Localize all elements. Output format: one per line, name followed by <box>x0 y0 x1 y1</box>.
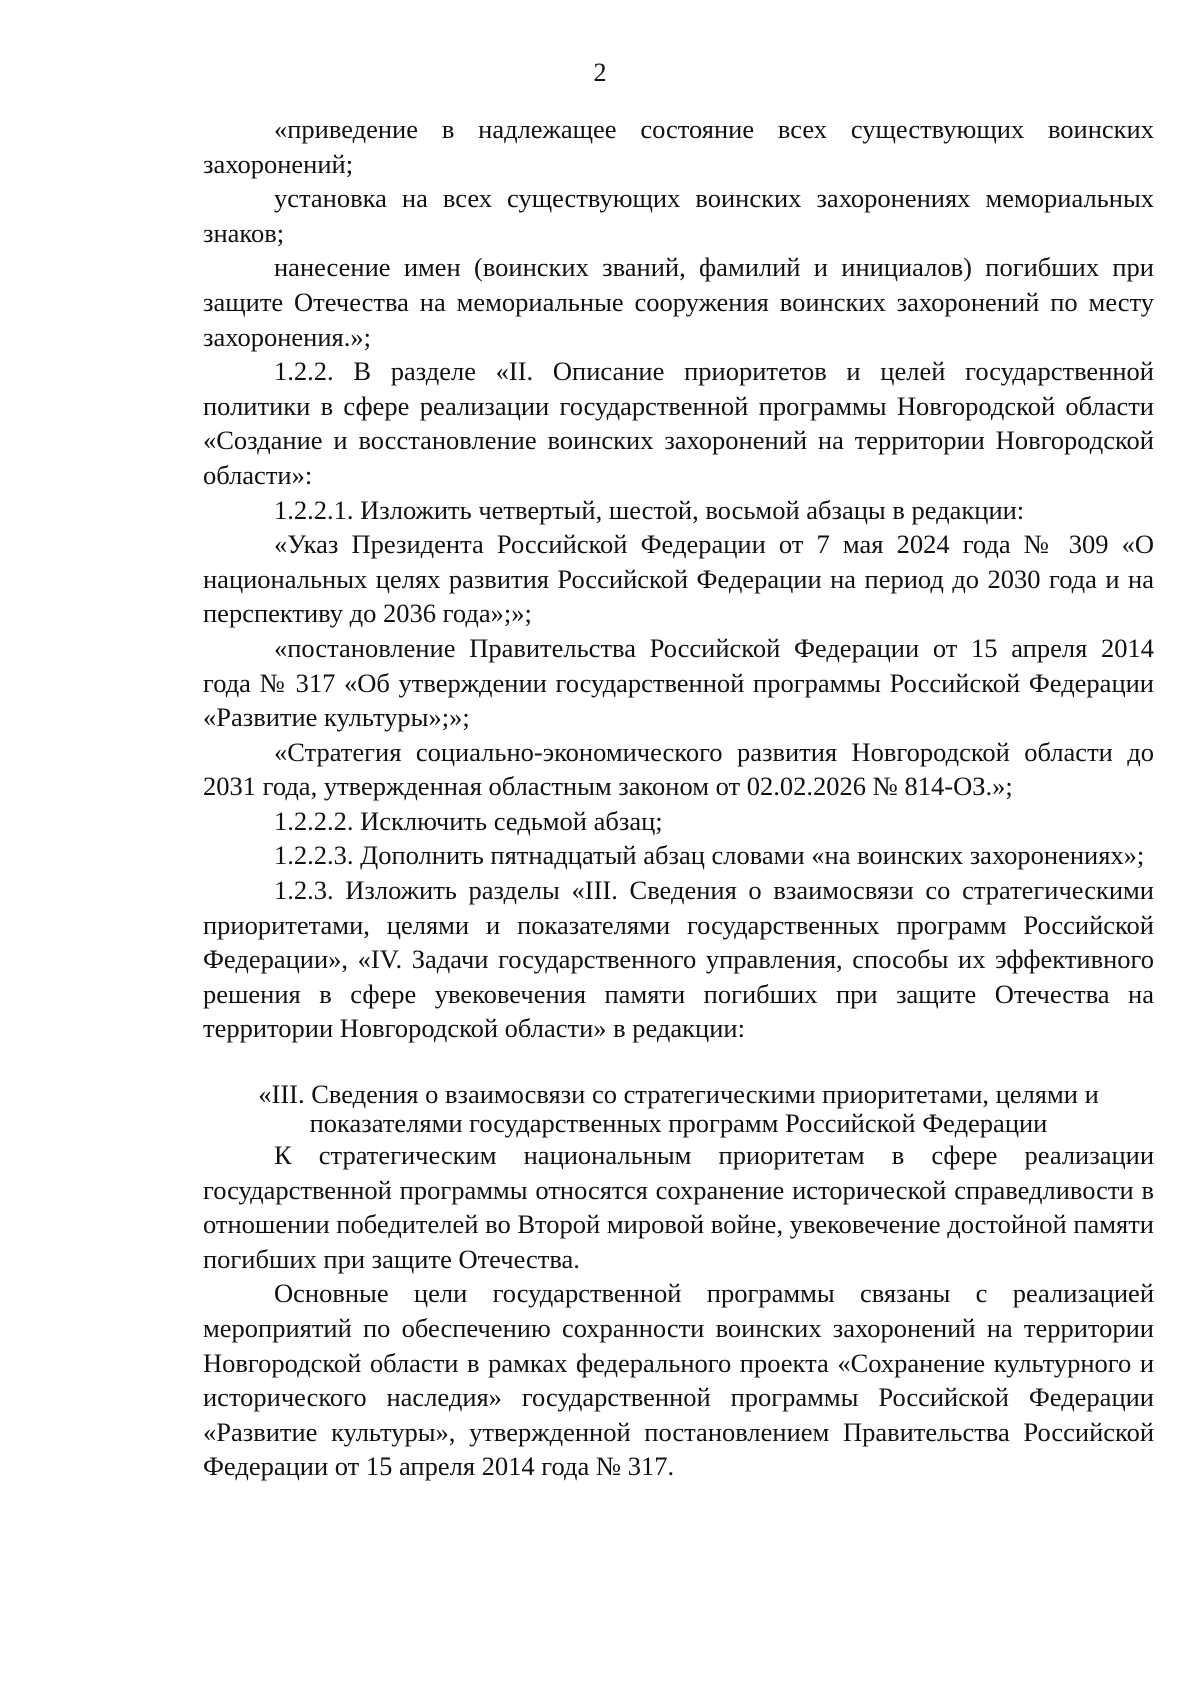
paragraph: установка на всех существующих воинских захоронениях мемориальных знаков; <box>203 183 1154 248</box>
paragraph: 1.2.2.2. Исключить седьмой абзац; <box>274 805 663 836</box>
document-body <box>203 112 1154 1484</box>
paragraph: 1.2.2. В разделе «II. Описание приоритетов и целей государственной политики в сфере реализации государственной программы Новгородской области «Создание и восстановление воинских захоронений на территории Новгородской области»: <box>203 356 1154 490</box>
paragraph: К стратегическим национальным приоритетам в сфере реализации государственной программы относятся сохранение исторической справедливости в отношении победителей во Второй мировой войне, увековечение достойной памяти погибших при защите Отечества. <box>203 1140 1154 1274</box>
paragraph: Основные цели государственной программы связаны с реализацией мероприятий по обеспечению сохранности воинских захоронений на территории Новгородской области в рамках федерального проекта «Сохранение культурного и исторического наследия» государственной программы Российской Федерации «Развитие культуры», утвержденной постановлением Правительства Российской Федерации от 15 апреля 2014 года № 317. <box>203 1278 1154 1482</box>
section-heading: «III. Сведения о взаимосвязи со стратегическими приоритетами, целями и показателями государственных программ Российской Федерации <box>258 1079 1099 1139</box>
paragraph: «Указ Президента Российской Федерации от 7 мая 2024 года № 309 «О национальных целях развития Российской Федерации на период до 2030 года и на перспективу до 2036 года»;»; <box>203 529 1154 629</box>
paragraph: «приведение в надлежащее состояние всех существующих воинских захоронений; <box>203 114 1154 179</box>
page-number: 2 <box>593 58 607 87</box>
paragraph: 1.2.2.3. Дополнить пятнадцатый абзац словами «на воинских захоронениях»; <box>274 840 1145 871</box>
paragraph: нанесение имен (воинских званий, фамилий и инициалов) погибших при защите Отечества на мемориальные сооружения воинских захоронений по месту захоронения.»; <box>203 252 1154 352</box>
paragraph: 1.2.2.1. Изложить четвертый, шестой, восьмой абзацы в редакции: <box>274 494 1025 525</box>
paragraph: «Стратегия социально-экономического развития Новгородской области до 2031 года, утвержденная областным законом от 02.02.2026 № 814-ОЗ.»; <box>203 736 1154 802</box>
paragraph: 1.2.3. Изложить разделы «III. Сведения о взаимосвязи со стратегическими приоритетами, целями и показателями государственных программ Российской Федерации», «IV. Задачи государственного управления, способы их эффективного решения в сфере увековечения памяти погибших при защите Отечества на территории Новгородской области» в редакции: <box>203 875 1154 1044</box>
paragraph: «постановление Правительства Российской Федерации от 15 апреля 2014 года № 317 «Об утверждении государственной программы Российской Федерации «Развитие культуры»;»; <box>203 632 1154 733</box>
